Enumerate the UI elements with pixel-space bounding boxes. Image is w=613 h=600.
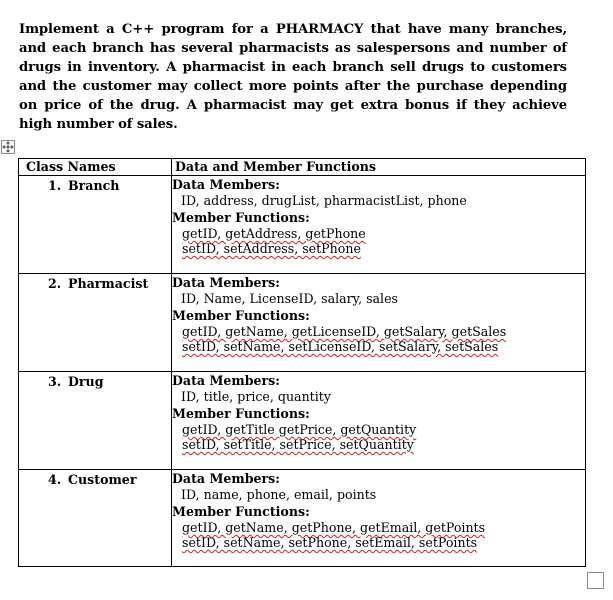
setter-functions: setID, setAddress, setPhone [182, 241, 361, 256]
class-name-cell [19, 274, 172, 372]
class-name-cell [19, 470, 172, 567]
assignment-description: Implement a C++ program for a PHARMACY that have many branches, and each branch has several pharmacists as salespersons and number of drugs in inventory. A pharmacist in each branch sell drugs to customers and the customer may collect more points after the purchase depending on price of the drug. A pharmacist may get extra bonus if they achieve high number of sales. [19, 22, 567, 132]
class-title: Drug [68, 374, 104, 389]
class-title: Customer [68, 472, 137, 487]
class-name [19, 372, 171, 390]
setter-functions: setID, setName, setLicenseID, setSalary, setSales [182, 339, 499, 354]
member-functions-label: Member Functions: [172, 504, 310, 519]
data-members-list: ID, address, drugList, pharmacistList, phone [181, 193, 467, 208]
setter-functions: setID, setTitle, setPrice, setQuantity [182, 437, 414, 452]
class-number: 2. [48, 276, 62, 291]
header-data-functions: Data and Member Functions [172, 159, 586, 176]
data-members-label: Data Members: [172, 373, 280, 388]
data-members-list: ID, Name, LicenseID, salary, sales [181, 291, 399, 306]
getter-functions: getID, getAddress, getPhone [182, 226, 366, 241]
class-name [19, 470, 171, 488]
members-cell [172, 274, 586, 372]
getter-functions: getID, getName, getPhone, getEmail, getPoints [182, 520, 486, 535]
table-row [19, 372, 586, 470]
class-name [19, 274, 171, 292]
class-name [19, 176, 171, 194]
table-resize-icon[interactable] [587, 572, 604, 589]
data-members-label: Data Members: [172, 275, 280, 290]
move-arrows-icon [2, 141, 14, 153]
data-members-list: ID, name, phone, email, points [181, 487, 377, 502]
class-number: 4. [48, 472, 62, 487]
data-members-label: Data Members: [172, 471, 280, 486]
table-row [19, 274, 586, 372]
class-name-cell [19, 176, 172, 274]
class-name-cell [19, 372, 172, 470]
class-title: Branch [68, 178, 120, 193]
members-cell [172, 372, 586, 470]
table-row [19, 176, 586, 274]
members-cell [172, 470, 586, 567]
class-title: Pharmacist [68, 276, 149, 291]
header-class-names: Class Names [19, 159, 172, 176]
getter-functions: getID, getName, getLicenseID, getSalary, getSales [182, 324, 507, 339]
table-row [19, 470, 586, 567]
data-members-list: ID, title, price, quantity [181, 389, 331, 404]
getter-functions: getID, getTitle getPrice, getQuantity [182, 422, 417, 437]
class-number: 3. [48, 374, 62, 389]
members-cell [172, 176, 586, 274]
member-functions-label: Member Functions: [172, 210, 310, 225]
member-functions-label: Member Functions: [172, 308, 310, 323]
table-header-row [19, 159, 586, 176]
data-members-label: Data Members: [172, 177, 280, 192]
class-table [18, 158, 586, 567]
table-move-handle-icon[interactable] [1, 140, 15, 154]
class-number: 1. [48, 178, 62, 193]
member-functions-label: Member Functions: [172, 406, 310, 421]
setter-functions: setID, setName, setPhone, setEmail, setPoints [182, 535, 478, 550]
